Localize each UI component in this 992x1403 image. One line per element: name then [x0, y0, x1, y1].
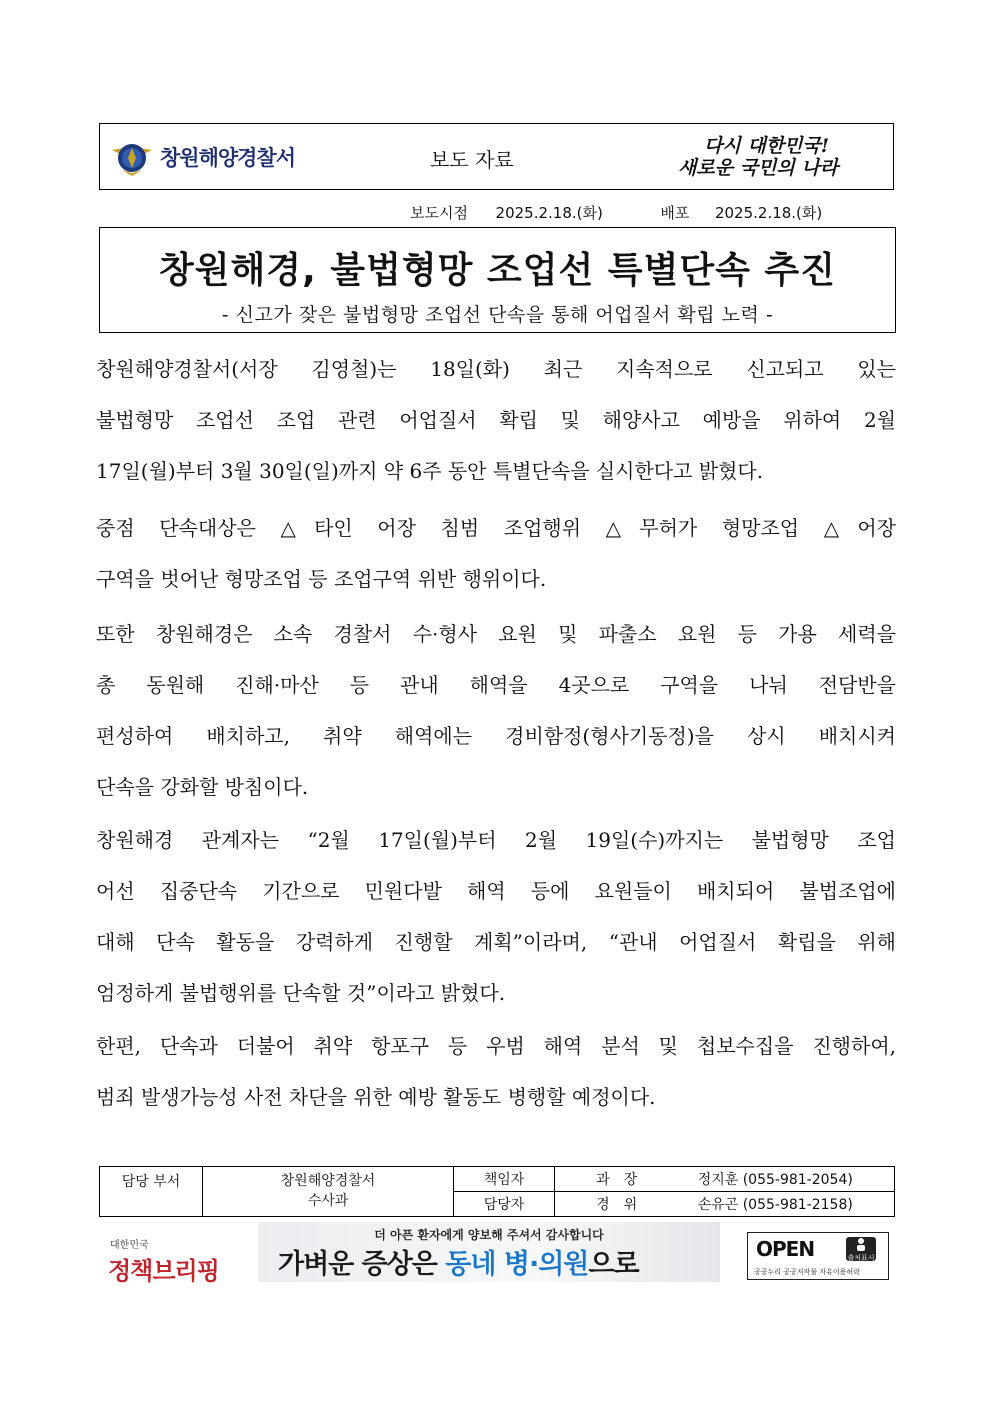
staff-rank: 경 위	[596, 1197, 638, 1213]
banner-main-text	[278, 1242, 639, 1281]
press-header	[99, 123, 894, 190]
banner-highlight: 동네 병·의원	[445, 1249, 589, 1280]
campaign-banner	[258, 1222, 720, 1282]
attribution-text: 출처표시	[847, 1254, 875, 1262]
contact-table	[99, 1166, 895, 1217]
distribution-label: 배포	[660, 204, 690, 222]
body-line: 구역을 벗어난 형망조업 등 조업구역 위반 행위이다.	[96, 567, 547, 591]
document-type: 보도 자료	[430, 148, 514, 172]
manager-rank: 과 장	[596, 1172, 638, 1188]
body-line: 한편, 단속과 더불어 취약 항포구 등 우범 해역 분석 및 첩보수집을 진행하여,	[96, 1034, 896, 1058]
body-line: 또한 창원해경은 소속 경찰서 수·형사 요원 및 파출소 요원 등 가용 세력을	[96, 622, 896, 646]
title-box	[99, 227, 896, 333]
banner-top-text: 더 아픈 환자에게 양보해 주셔서 감사합니다	[374, 1228, 604, 1242]
manager-contact: 정지훈 (055-981-2054)	[697, 1172, 853, 1188]
body-paragraph-2	[96, 503, 896, 605]
body-paragraph-4	[96, 815, 896, 1019]
dept-sub: 수사과	[307, 1193, 349, 1209]
body-paragraph-5	[96, 1021, 896, 1123]
body-line: 17일(월)부터 3월 30일(일)까지 약 6주 동안 특별단속을 실시한다고 밝혔다.	[96, 459, 764, 483]
role-staff: 담당자	[454, 1192, 555, 1217]
banner-main-c: 으로	[588, 1249, 639, 1280]
role-manager: 책임자	[454, 1167, 555, 1192]
release-time-label: 보도시점	[410, 204, 468, 222]
body-line: 어선 집중단속 기간으로 민원다발 해역 등에 요원들이 배치되어 불법조업에	[96, 879, 896, 903]
body-paragraph-3	[96, 609, 896, 813]
person-icon	[846, 1237, 876, 1251]
attribution-badge	[846, 1237, 876, 1261]
staff-contact: 손유곤 (055-981-2158)	[697, 1197, 853, 1213]
slogan-line-2: 새로운 국민의 나라	[678, 157, 839, 179]
body-line: 중점 단속대상은 △타인 어장 침범 조업행위 △무허가 형망조업 △어장	[96, 516, 896, 540]
org-name: 창원해양경찰서	[160, 146, 296, 170]
dept-name: 창원해양경찰서	[280, 1173, 376, 1189]
banner-main-a: 가벼운 증상은	[278, 1249, 446, 1280]
body-paragraph-1	[96, 344, 896, 497]
subtitle: - 신고가 잦은 불법형망 조업선 단속을 통해 어업질서 확립 노력 -	[221, 304, 774, 326]
body-line: 대해 단속 활동을 강력하게 진행할 계획”이라며, “관내 어업질서 확립을 위해	[96, 930, 896, 954]
briefing-name: 정책브리핑	[108, 1257, 219, 1285]
body-line: 창원해경 관계자는 “2월 17일(월)부터 2월 19일(수)까지는 불법형망 조업	[96, 828, 896, 852]
body-line: 단속을 강화할 방침이다.	[96, 775, 309, 799]
distribution-value: 2025.2.18.(화)	[714, 204, 823, 222]
body-line: 편성하여 배치하고, 취약 해역에는 경비함정(형사기동정)을 상시 배치시켜	[96, 724, 896, 748]
open-license-badge	[747, 1232, 889, 1280]
release-info	[410, 202, 822, 223]
dept-cell	[203, 1167, 454, 1217]
slogan-calligraphy	[668, 130, 888, 182]
open-caption: 공공누리 공공저작물 자유이용허락	[754, 1268, 860, 1276]
dept-label: 담당 부서	[100, 1167, 203, 1217]
briefing-small-text: 대한민국	[110, 1240, 149, 1251]
body-line: 엄정하게 불법행위를 단속할 것”이라고 밝혔다.	[96, 981, 506, 1005]
main-title: 창원해경, 불법형망 조업선 특별단속 추진	[158, 250, 836, 291]
body-line: 창원해양경찰서(서장 김영철)는 18일(화) 최근 지속적으로 신고되고 있는	[96, 357, 896, 381]
body-line: 불법형망 조업선 조업 관련 어업질서 확립 및 해양사고 예방을 위하여 2월	[96, 408, 896, 432]
coast-guard-emblem-icon	[110, 136, 154, 180]
policy-briefing-logo	[108, 1236, 219, 1286]
staff-cell	[555, 1192, 895, 1217]
manager-cell	[555, 1167, 895, 1192]
body-line: 총 동원해 진해·마산 등 관내 해역을 4곳으로 구역을 나눠 전담반을	[96, 673, 896, 697]
open-text: OPEN	[756, 1237, 815, 1261]
slogan-line-1: 다시 대한민국!	[704, 135, 830, 157]
body-line: 범죄 발생가능성 사전 차단을 위한 예방 활동도 병행할 예정이다.	[96, 1085, 656, 1109]
release-time-value: 2025.2.18.(화)	[495, 204, 603, 222]
